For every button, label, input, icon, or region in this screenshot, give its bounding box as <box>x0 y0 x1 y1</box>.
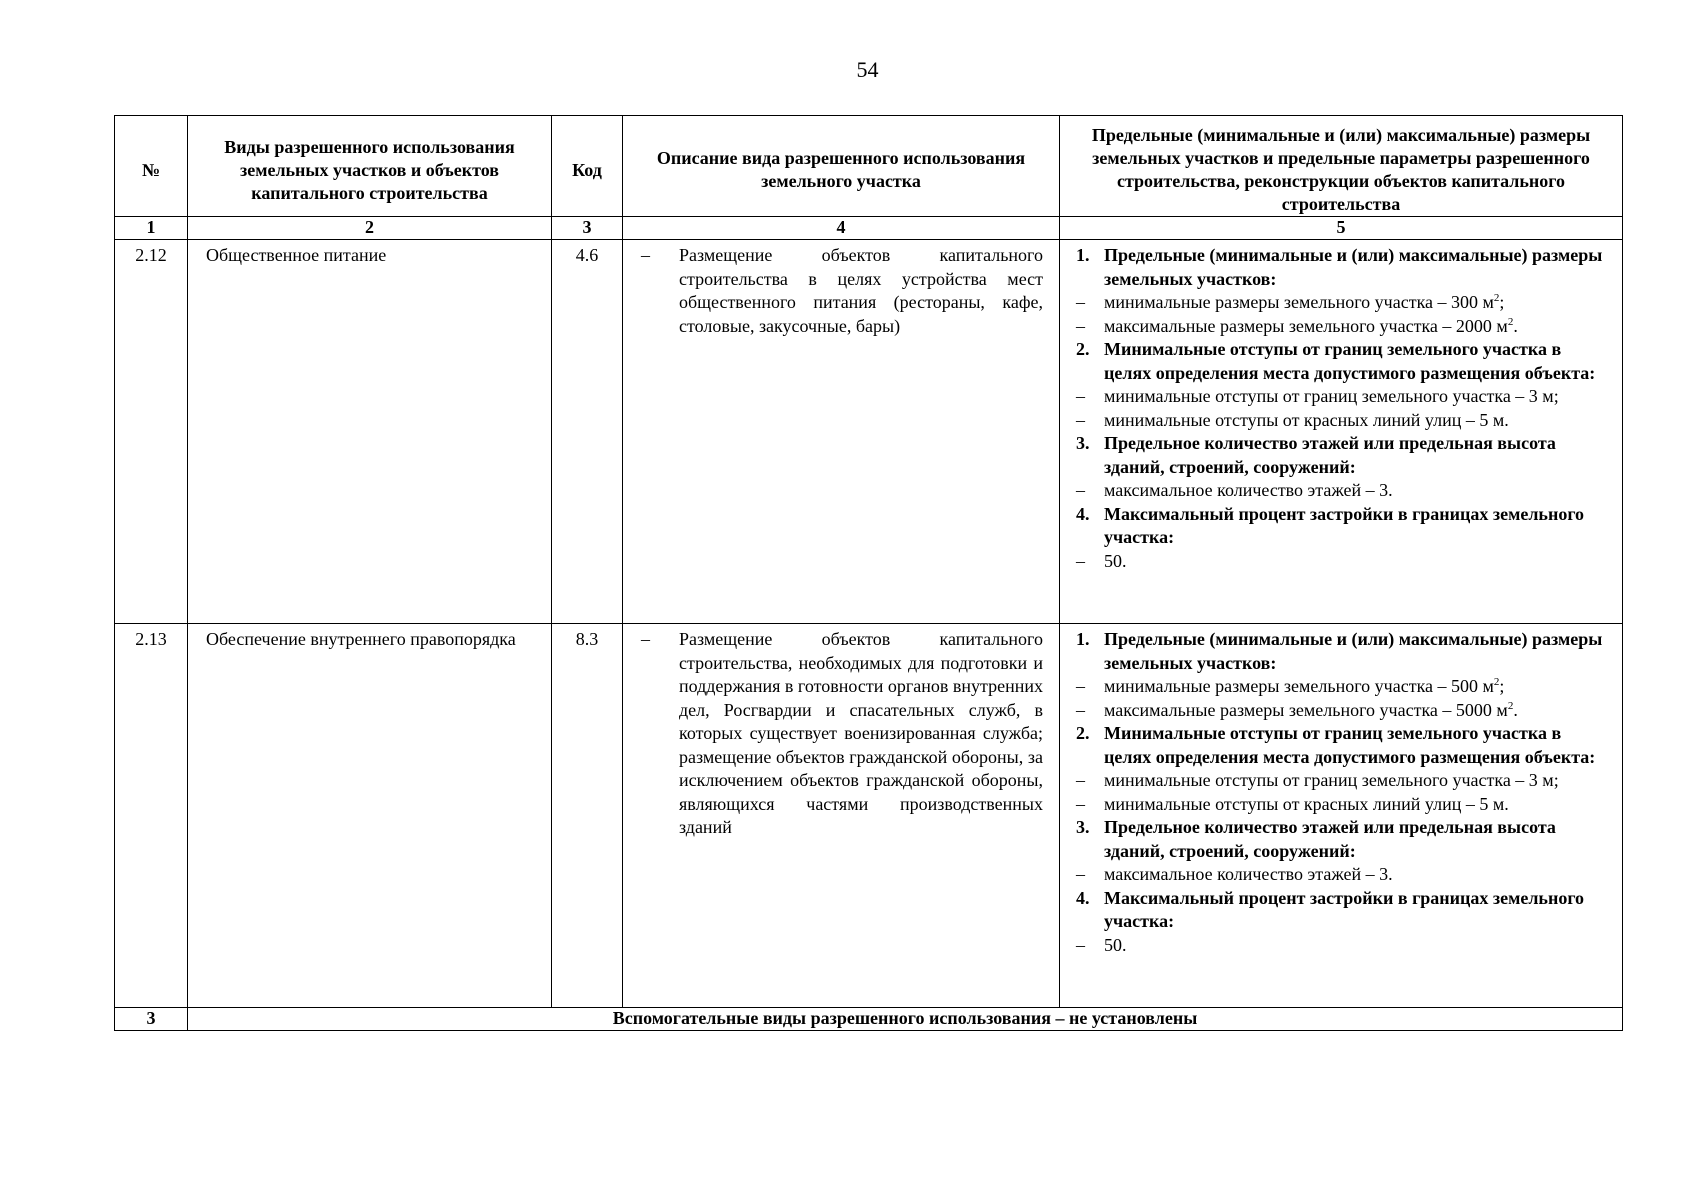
section-number: 3 <box>115 1008 188 1031</box>
header-parameters: Предельные (минимальные и (или) максимальные) размеры земельных участков и предельные параметры разрешенного строительства, реконструкции объектов капитального строительства <box>1060 116 1623 217</box>
column-number: 1 <box>115 217 188 240</box>
param-item: – максимальное количество этажей – 3. <box>1076 864 1393 884</box>
param-item: – 50. <box>1076 550 1127 571</box>
param-item: – минимальные отступы от красных линий улиц – 5 м. <box>1076 793 1509 814</box>
column-number: 2 <box>188 217 552 240</box>
description-text: Размещение объектов капитального строительства, необходимых для подготовки и поддержания в готовности органов внутренних дел, Росгвардии и спасательных служб, в которых существует военизированная служба; размещение объектов гражданской обороны, за исключением объектов гражданской обороны, являющихся частями производственных зданий <box>679 629 1043 837</box>
param-heading: 1. Предельные (минимальные и (или) максимальные) размеры земельных участков: <box>1076 629 1603 673</box>
param-heading: 1. Предельные (минимальные и (или) максимальные) размеры земельных участков: <box>1076 245 1603 289</box>
dash-marker: – <box>641 245 650 265</box>
use-code: 4.6 <box>552 240 623 624</box>
use-description <box>623 624 1060 1008</box>
auxiliary-uses-row <box>115 1008 1623 1031</box>
param-heading: 4. Максимальный процент застройки в границах земельного участка: <box>1076 887 1585 931</box>
column-number: 3 <box>552 217 623 240</box>
param-item: – минимальные отступы от границ земельного участка – 3 м; <box>1076 770 1559 790</box>
param-item: – максимальные размеры земельного участка – 5000 $м^2$. <box>1076 699 1518 720</box>
param-item: – минимальные размеры земельного участка – 300 $м^2$; <box>1076 292 1505 312</box>
param-heading: 3. Предельное количество этажей или предельная высота зданий, строений, сооружений: <box>1076 817 1556 861</box>
param-heading: 2. Минимальные отступы от границ земельного участка в целях определения места допустимого размещения объекта: <box>1076 723 1596 767</box>
dash-marker: – <box>641 629 650 649</box>
param-item: – максимальные размеры земельного участка – 2000 $м^2$. <box>1076 315 1518 336</box>
use-description <box>623 240 1060 624</box>
use-type-name: Обеспечение внутреннего правопорядка <box>188 624 552 1008</box>
column-number: 4 <box>623 217 1060 240</box>
param-item: – минимальные отступы от границ земельного участка – 3 м; <box>1076 386 1559 406</box>
auxiliary-uses-text: Вспомогательные виды разрешенного использования – не установлены <box>188 1008 1623 1031</box>
table-row <box>115 624 1623 1008</box>
parameters-cell <box>1060 240 1623 624</box>
page-number: 54 <box>856 57 879 82</box>
param-item: – минимальные размеры земельного участка – 500 $м^2$; <box>1076 676 1505 696</box>
header-code: Код <box>552 116 623 217</box>
param-item: – максимальное количество этажей – 3. <box>1076 480 1393 500</box>
column-number-row <box>115 217 1623 240</box>
use-type-name: Общественное питание <box>188 240 552 624</box>
header-use-type: Виды разрешенного использования земельных участков и объектов капитального строительства <box>188 116 552 217</box>
table-header-row <box>115 116 1623 217</box>
param-heading: 4. Максимальный процент застройки в границах земельного участка: <box>1076 503 1585 547</box>
use-code: 8.3 <box>552 624 623 1008</box>
table-row <box>115 240 1623 624</box>
regulations-table <box>114 115 1623 1031</box>
param-item: – минимальные отступы от красных линий улиц – 5 м. <box>1076 409 1509 430</box>
row-number: 2.13 <box>115 624 188 1008</box>
header-description: Описание вида разрешенного использования земельного участка <box>623 116 1060 217</box>
column-number: 5 <box>1060 217 1623 240</box>
header-number: № <box>115 116 188 217</box>
row-number: 2.12 <box>115 240 188 624</box>
param-heading: 3. Предельное количество этажей или предельная высота зданий, строений, сооружений: <box>1076 433 1556 477</box>
param-heading: 2. Минимальные отступы от границ земельного участка в целях определения места допустимого размещения объекта: <box>1076 339 1596 383</box>
param-item: – 50. <box>1076 934 1127 955</box>
description-text: Размещение объектов капитального строительства в целях устройства мест общественного питания (рестораны, кафе, столовые, закусочные, бары) <box>679 245 1043 336</box>
parameters-cell <box>1060 624 1623 1008</box>
